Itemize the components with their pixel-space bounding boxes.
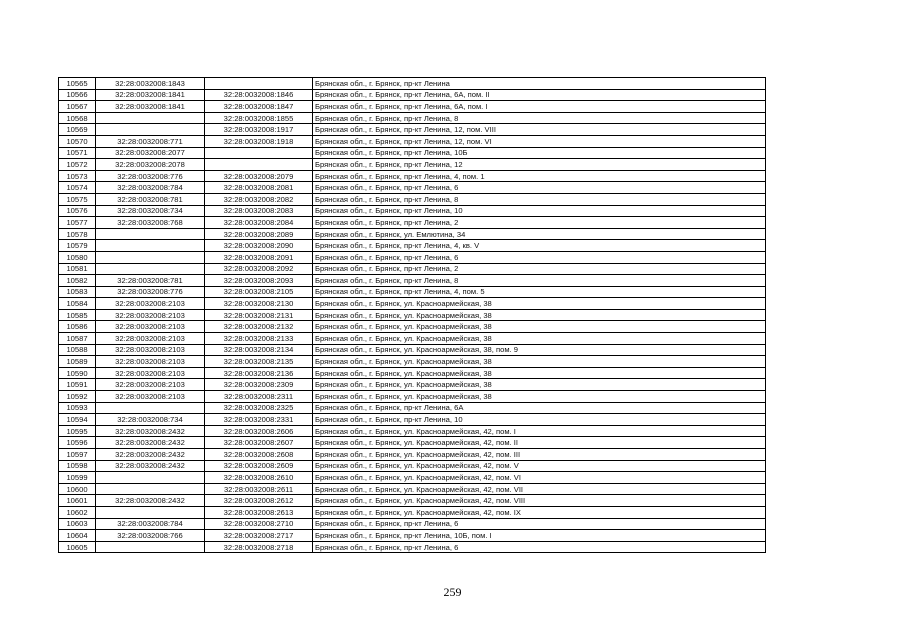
row-number-cell: 10570 [59,135,96,147]
row-number-cell: 10581 [59,263,96,275]
table-row [59,78,766,90]
table-row [59,286,766,298]
cadastral-number-cell: 32:28:0032008:2093 [205,275,313,287]
parent-cadastral-cell: 32:28:0032008:776 [96,286,205,298]
address-cell: Брянская обл., г. Брянск, ул. Красноармейская, 38 [313,321,766,333]
address-cell: Брянская обл., г. Брянск, пр-кт Ленина, 12 [313,159,766,171]
table-row [59,170,766,182]
parent-cadastral-cell [96,263,205,275]
cadastral-number-cell: 32:28:0032008:2710 [205,518,313,530]
cadastral-number-cell: 32:28:0032008:2611 [205,483,313,495]
table-row [59,391,766,403]
table-row [59,89,766,101]
table-row [59,193,766,205]
cadastral-number-cell: 32:28:0032008:2133 [205,333,313,345]
table-row [59,182,766,194]
table-row [59,101,766,113]
parent-cadastral-cell [96,112,205,124]
page-number: 259 [443,585,462,599]
cadastral-number-cell: 32:28:0032008:2130 [205,298,313,310]
cadastral-number-cell: 32:28:0032008:2091 [205,251,313,263]
row-number-cell: 10579 [59,240,96,252]
row-number-cell: 10591 [59,379,96,391]
address-cell: Брянская обл., г. Брянск, ул. Красноармейская, 38, пом. 9 [313,344,766,356]
address-cell: Брянская обл., г. Брянск, пр-кт Ленина, 6 [313,518,766,530]
table-row [59,205,766,217]
row-number-cell: 10597 [59,449,96,461]
parent-cadastral-cell: 32:28:0032008:766 [96,530,205,542]
cadastral-number-cell: 32:28:0032008:1855 [205,112,313,124]
table-row [59,472,766,484]
address-cell: Брянская обл., г. Брянск, ул. Красноармейская, 38 [313,367,766,379]
address-cell: Брянская обл., г. Брянск, пр-кт Ленина, 10 [313,205,766,217]
cadastral-number-cell: 32:28:0032008:2132 [205,321,313,333]
address-cell: Брянская обл., г. Брянск, ул. Красноармейская, 42, пом. V [313,460,766,472]
cadastral-number-cell: 32:28:0032008:2084 [205,217,313,229]
address-cell: Брянская обл., г. Брянск, пр-кт Ленина, 10Б, пом. I [313,530,766,542]
cadastral-number-cell: 32:28:0032008:2331 [205,414,313,426]
parent-cadastral-cell: 32:28:0032008:784 [96,182,205,194]
row-number-cell: 10604 [59,530,96,542]
table-row [59,541,766,553]
cadastral-number-cell: 32:28:0032008:2083 [205,205,313,217]
address-cell: Брянская обл., г. Брянск, пр-кт Ленина, 12, пом. VI [313,135,766,147]
cadastral-number-cell: 32:28:0032008:2717 [205,530,313,542]
row-number-cell: 10566 [59,89,96,101]
cadastral-number-cell: 32:28:0032008:1918 [205,135,313,147]
table-row [59,344,766,356]
cadastral-number-cell: 32:28:0032008:2608 [205,449,313,461]
table-row [59,333,766,345]
table-row [59,309,766,321]
address-cell: Брянская обл., г. Брянск, ул. Красноармейская, 38 [313,309,766,321]
cadastral-number-cell: 32:28:0032008:2131 [205,309,313,321]
row-number-cell: 10595 [59,425,96,437]
table-row [59,518,766,530]
table-row [59,437,766,449]
table-row [59,414,766,426]
table-row [59,367,766,379]
cadastral-number-cell: 32:28:0032008:2609 [205,460,313,472]
row-number-cell: 10605 [59,541,96,553]
address-cell: Брянская обл., г. Брянск, пр-кт Ленина, 10Б [313,147,766,159]
address-cell: Брянская обл., г. Брянск, ул. Красноармейская, 38 [313,391,766,403]
row-number-cell: 10572 [59,159,96,171]
address-cell: Брянская обл., г. Брянск, пр-кт Ленина, 6А, пом. I [313,101,766,113]
parent-cadastral-cell: 32:28:0032008:768 [96,217,205,229]
table-row [59,298,766,310]
parent-cadastral-cell: 32:28:0032008:1841 [96,89,205,101]
parent-cadastral-cell: 32:28:0032008:2103 [96,379,205,391]
cadastral-number-cell: 32:28:0032008:2079 [205,170,313,182]
row-number-cell: 10576 [59,205,96,217]
parent-cadastral-cell: 32:28:0032008:734 [96,414,205,426]
row-number-cell: 10586 [59,321,96,333]
parent-cadastral-cell: 32:28:0032008:781 [96,275,205,287]
row-number-cell: 10599 [59,472,96,484]
table-row [59,425,766,437]
address-cell: Брянская обл., г. Брянск, пр-кт Ленина [313,78,766,90]
address-cell: Брянская обл., г. Брянск, пр-кт Ленина, 8 [313,275,766,287]
cadastral-number-cell: 32:28:0032008:2090 [205,240,313,252]
row-number-cell: 10584 [59,298,96,310]
table-row [59,379,766,391]
parent-cadastral-cell [96,541,205,553]
parent-cadastral-cell: 32:28:0032008:2432 [96,425,205,437]
parent-cadastral-cell: 32:28:0032008:784 [96,518,205,530]
cadastral-number-cell: 32:28:0032008:2092 [205,263,313,275]
address-cell: Брянская обл., г. Брянск, пр-кт Ленина, 8 [313,193,766,205]
parent-cadastral-cell: 32:28:0032008:2103 [96,356,205,368]
parent-cadastral-cell [96,472,205,484]
row-number-cell: 10590 [59,367,96,379]
cadastral-number-cell: 32:28:0032008:2606 [205,425,313,437]
table-row [59,460,766,472]
cadastral-number-cell [205,78,313,90]
row-number-cell: 10567 [59,101,96,113]
parent-cadastral-cell [96,228,205,240]
cadastral-number-cell: 32:28:0032008:2311 [205,391,313,403]
table-body [59,78,766,553]
row-number-cell: 10593 [59,402,96,414]
table-row [59,228,766,240]
parent-cadastral-cell: 32:28:0032008:2432 [96,437,205,449]
parent-cadastral-cell: 32:28:0032008:2103 [96,344,205,356]
parent-cadastral-cell: 32:28:0032008:2103 [96,321,205,333]
address-cell: Брянская обл., г. Брянск, ул. Красноармейская, 38 [313,356,766,368]
cadastral-number-cell: 32:28:0032008:2718 [205,541,313,553]
cadastral-number-cell: 32:28:0032008:1917 [205,124,313,136]
parent-cadastral-cell: 32:28:0032008:2432 [96,449,205,461]
address-cell: Брянская обл., г. Брянск, пр-кт Ленина, 6 [313,541,766,553]
parent-cadastral-cell: 32:28:0032008:2078 [96,159,205,171]
address-cell: Брянская обл., г. Брянск, пр-кт Ленина, 2 [313,217,766,229]
address-cell: Брянская обл., г. Брянск, ул. Красноармейская, 42, пом. IX [313,506,766,518]
address-cell: Брянская обл., г. Брянск, ул. Красноармейская, 42, пом. VII [313,483,766,495]
parent-cadastral-cell: 32:28:0032008:776 [96,170,205,182]
address-cell: Брянская обл., г. Брянск, ул. Красноармейская, 38 [313,298,766,310]
table-row [59,495,766,507]
row-number-cell: 10585 [59,309,96,321]
parent-cadastral-cell: 32:28:0032008:734 [96,205,205,217]
parent-cadastral-cell: 32:28:0032008:2103 [96,333,205,345]
cadastral-number-cell: 32:28:0032008:2135 [205,356,313,368]
parent-cadastral-cell: 32:28:0032008:2103 [96,298,205,310]
table-row [59,147,766,159]
parent-cadastral-cell: 32:28:0032008:1841 [96,101,205,113]
table-row [59,506,766,518]
row-number-cell: 10592 [59,391,96,403]
parent-cadastral-cell [96,402,205,414]
parent-cadastral-cell [96,506,205,518]
cadastral-number-cell: 32:28:0032008:2134 [205,344,313,356]
address-cell: Брянская обл., г. Брянск, ул. Красноармейская, 38 [313,333,766,345]
table-row [59,251,766,263]
table-row [59,135,766,147]
row-number-cell: 10578 [59,228,96,240]
parent-cadastral-cell: 32:28:0032008:2103 [96,367,205,379]
row-number-cell: 10574 [59,182,96,194]
row-number-cell: 10600 [59,483,96,495]
address-cell: Брянская обл., г. Брянск, ул. Красноармейская, 42, пом. VIII [313,495,766,507]
address-cell: Брянская обл., г. Брянск, ул. Красноармейская, 42, пом. VI [313,472,766,484]
parent-cadastral-cell: 32:28:0032008:2103 [96,309,205,321]
cadastral-number-cell: 32:28:0032008:2136 [205,367,313,379]
address-cell: Брянская обл., г. Брянск, пр-кт Ленина, 12, пом. VIII [313,124,766,136]
cadastral-number-cell: 32:28:0032008:2089 [205,228,313,240]
cadastral-table [58,77,766,553]
address-cell: Брянская обл., г. Брянск, пр-кт Ленина, 6 [313,251,766,263]
table-row [59,263,766,275]
row-number-cell: 10582 [59,275,96,287]
address-cell: Брянская обл., г. Брянск, пр-кт Ленина, 8 [313,112,766,124]
address-cell: Брянская обл., г. Брянск, пр-кт Ленина, 2 [313,263,766,275]
row-number-cell: 10573 [59,170,96,182]
row-number-cell: 10571 [59,147,96,159]
row-number-cell: 10575 [59,193,96,205]
parent-cadastral-cell [96,251,205,263]
cadastral-number-cell: 32:28:0032008:2613 [205,506,313,518]
table-row [59,402,766,414]
row-number-cell: 10588 [59,344,96,356]
address-cell: Брянская обл., г. Брянск, пр-кт Ленина, 6 [313,182,766,194]
row-number-cell: 10603 [59,518,96,530]
address-cell: Брянская обл., г. Брянск, пр-кт Ленина, 4, пом. 5 [313,286,766,298]
row-number-cell: 10577 [59,217,96,229]
table-row [59,217,766,229]
table-row [59,530,766,542]
cadastral-number-cell: 32:28:0032008:2309 [205,379,313,391]
row-number-cell: 10580 [59,251,96,263]
cadastral-number-cell: 32:28:0032008:1846 [205,89,313,101]
address-cell: Брянская обл., г. Брянск, ул. Емлютина, 34 [313,228,766,240]
address-cell: Брянская обл., г. Брянск, пр-кт Ленина, 4, кв. V [313,240,766,252]
row-number-cell: 10601 [59,495,96,507]
cadastral-number-cell: 32:28:0032008:1847 [205,101,313,113]
table-row [59,159,766,171]
address-cell: Брянская обл., г. Брянск, пр-кт Ленина, 6А, пом. II [313,89,766,101]
parent-cadastral-cell [96,124,205,136]
table-row [59,356,766,368]
parent-cadastral-cell: 32:28:0032008:2432 [96,460,205,472]
cadastral-number-cell: 32:28:0032008:2607 [205,437,313,449]
address-cell: Брянская обл., г. Брянск, пр-кт Ленина, 10 [313,414,766,426]
row-number-cell: 10583 [59,286,96,298]
parent-cadastral-cell: 32:28:0032008:2103 [96,391,205,403]
row-number-cell: 10565 [59,78,96,90]
table-row [59,483,766,495]
address-cell: Брянская обл., г. Брянск, ул. Красноармейская, 42, пом. III [313,449,766,461]
row-number-cell: 10594 [59,414,96,426]
table-row [59,449,766,461]
cadastral-number-cell: 32:28:0032008:2081 [205,182,313,194]
cadastral-number-cell: 32:28:0032008:2325 [205,402,313,414]
cadastral-number-cell: 32:28:0032008:2612 [205,495,313,507]
cadastral-number-cell: 32:28:0032008:2610 [205,472,313,484]
parent-cadastral-cell [96,483,205,495]
address-cell: Брянская обл., г. Брянск, пр-кт Ленина, 4, пом. 1 [313,170,766,182]
parent-cadastral-cell [96,240,205,252]
row-number-cell: 10602 [59,506,96,518]
address-cell: Брянская обл., г. Брянск, пр-кт Ленина, 6А [313,402,766,414]
table-row [59,321,766,333]
cadastral-number-cell [205,159,313,171]
row-number-cell: 10589 [59,356,96,368]
row-number-cell: 10587 [59,333,96,345]
parent-cadastral-cell: 32:28:0032008:1843 [96,78,205,90]
row-number-cell: 10598 [59,460,96,472]
parent-cadastral-cell: 32:28:0032008:771 [96,135,205,147]
parent-cadastral-cell: 32:28:0032008:2432 [96,495,205,507]
address-cell: Брянская обл., г. Брянск, ул. Красноармейская, 38 [313,379,766,391]
cadastral-number-cell [205,147,313,159]
address-cell: Брянская обл., г. Брянск, ул. Красноармейская, 42, пом. II [313,437,766,449]
address-cell: Брянская обл., г. Брянск, ул. Красноармейская, 42, пом. I [313,425,766,437]
row-number-cell: 10568 [59,112,96,124]
table-row [59,275,766,287]
table-row [59,240,766,252]
parent-cadastral-cell: 32:28:0032008:2077 [96,147,205,159]
cadastral-number-cell: 32:28:0032008:2082 [205,193,313,205]
table-row [59,112,766,124]
parent-cadastral-cell: 32:28:0032008:781 [96,193,205,205]
table-row [59,124,766,136]
cadastral-number-cell: 32:28:0032008:2105 [205,286,313,298]
row-number-cell: 10596 [59,437,96,449]
row-number-cell: 10569 [59,124,96,136]
